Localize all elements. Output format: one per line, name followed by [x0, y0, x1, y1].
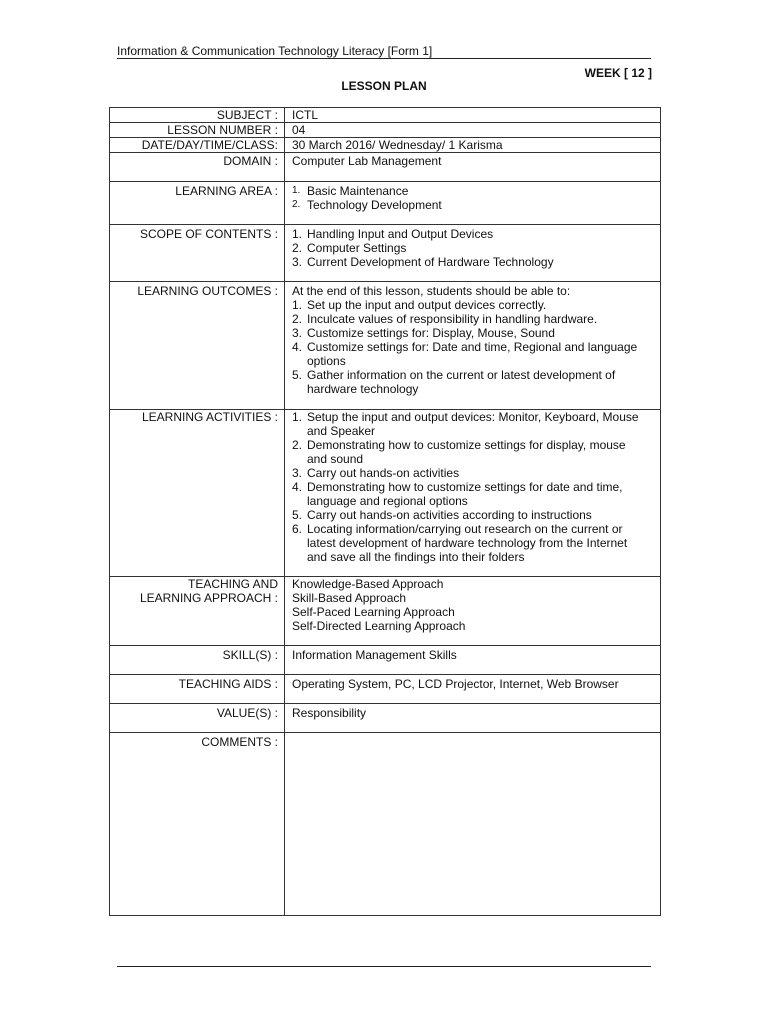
week-label: WEEK [ 12 ]	[584, 66, 652, 80]
item-number: 2.	[292, 438, 303, 452]
learning-area-value	[285, 182, 661, 225]
row-scope	[110, 225, 661, 282]
values-value: Responsibility	[285, 704, 661, 733]
scope-value	[285, 225, 661, 282]
learning-area-label: LEARNING AREA :	[110, 182, 285, 225]
item-text: Technology Development	[307, 198, 442, 212]
item-number: 5.	[292, 508, 303, 522]
activities-label: LEARNING ACTIVITIES :	[110, 410, 285, 577]
row-lesson-number	[110, 123, 661, 138]
item-text: Gather information on the current or latest development of hardware technology	[307, 368, 616, 396]
list-item	[292, 241, 660, 255]
item-text: Customize settings for: Display, Mouse, Sound	[307, 326, 555, 340]
list-item	[292, 508, 660, 522]
approach-item: Knowledge-Based Approach	[292, 577, 444, 591]
item-number: 3.	[292, 326, 303, 340]
list-item	[292, 480, 660, 508]
footer-rule	[117, 966, 651, 967]
item-number: 1.	[292, 185, 301, 196]
item-number: 1.	[292, 410, 303, 424]
approach-value	[285, 577, 661, 646]
lesson-plan-table	[109, 107, 661, 916]
comments-value	[285, 733, 661, 916]
date-value: 30 March 2016/ Wednesday/ 1 Karisma	[285, 138, 661, 153]
approach-item: Self-Directed Learning Approach	[292, 619, 466, 633]
list-item	[292, 326, 660, 340]
item-text: Inculcate values of responsibility in handling hardware.	[307, 312, 598, 326]
item-number: 4.	[292, 480, 303, 494]
list-item	[292, 198, 660, 212]
item-number: 1.	[292, 227, 303, 241]
comments-label: COMMENTS :	[110, 733, 285, 916]
item-text: Locating information/carrying out research on the current or latest development of hardware technology from the Internet and save all the findings into their folders	[307, 522, 628, 564]
row-skills	[110, 646, 661, 675]
row-approach	[110, 577, 661, 646]
row-teaching-aids	[110, 675, 661, 704]
row-subject	[110, 108, 661, 123]
row-comments	[110, 733, 661, 916]
header-rule	[117, 58, 651, 59]
item-text: Customize settings for: Date and time, Regional and language options	[307, 340, 638, 368]
item-text: Set up the input and output devices correctly.	[307, 298, 547, 312]
approach-item: Self-Paced Learning Approach	[292, 605, 455, 619]
lesson-number-value: 04	[285, 123, 661, 138]
row-learning-outcomes	[110, 282, 661, 410]
row-learning-area	[110, 182, 661, 225]
item-text: Setup the input and output devices: Monitor, Keyboard, Mouse and Speaker	[307, 410, 639, 438]
list-item	[292, 466, 660, 480]
teaching-aids-value: Operating System, PC, LCD Projector, Internet, Web Browser	[285, 675, 661, 704]
page-title: LESSON PLAN	[341, 79, 427, 93]
item-number: 3.	[292, 255, 303, 269]
scope-label: SCOPE OF CONTENTS :	[110, 225, 285, 282]
item-text: Demonstrating how to customize settings for display, mouse and sound	[307, 438, 626, 466]
list-item	[292, 438, 660, 466]
item-number: 3.	[292, 466, 303, 480]
running-header: Information & Communication Technology Literacy [Form 1]	[117, 44, 433, 58]
list-item	[292, 410, 660, 438]
item-number: 2.	[292, 312, 303, 326]
item-number: 2.	[292, 199, 301, 210]
list-item	[292, 368, 660, 396]
skills-label: SKILL(S) :	[110, 646, 285, 675]
lesson-number-label: LESSON NUMBER :	[110, 123, 285, 138]
approach-item: Skill-Based Approach	[292, 591, 407, 605]
item-number: 6.	[292, 522, 303, 536]
item-number: 5.	[292, 368, 303, 382]
row-date	[110, 138, 661, 153]
activities-value	[285, 410, 661, 577]
list-item	[292, 312, 660, 326]
outcomes-value	[285, 282, 661, 410]
approach-label	[110, 577, 285, 646]
item-number: 4.	[292, 340, 303, 354]
item-text: Handling Input and Output Devices	[307, 227, 494, 241]
subject-label: SUBJECT :	[110, 108, 285, 123]
outcomes-intro: At the end of this lesson, students should be able to:	[292, 284, 571, 298]
item-text: Computer Settings	[307, 241, 407, 255]
row-values	[110, 704, 661, 733]
list-item	[292, 184, 660, 198]
approach-label-line1: TEACHING AND	[187, 577, 278, 591]
item-text: Carry out hands-on activities	[307, 466, 460, 480]
values-label: VALUE(S) :	[110, 704, 285, 733]
item-text: Demonstrating how to customize settings for date and time, language and regional options	[307, 480, 623, 508]
date-label: DATE/DAY/TIME/CLASS:	[110, 138, 285, 153]
item-text: Carry out hands-on activities according to instructions	[307, 508, 592, 522]
list-item	[292, 298, 660, 312]
domain-label: DOMAIN :	[110, 153, 285, 182]
skills-value: Information Management Skills	[285, 646, 661, 675]
item-text: Current Development of Hardware Technology	[307, 255, 554, 269]
list-item	[292, 522, 660, 564]
outcomes-label: LEARNING OUTCOMES :	[110, 282, 285, 410]
item-number: 1.	[292, 298, 303, 312]
row-learning-activities	[110, 410, 661, 577]
list-item	[292, 255, 660, 269]
row-domain	[110, 153, 661, 182]
subject-value: ICTL	[285, 108, 661, 123]
domain-value: Computer Lab Management	[285, 153, 661, 182]
item-text: Basic Maintenance	[307, 184, 409, 198]
approach-label-line2: LEARNING APPROACH :	[139, 591, 278, 605]
teaching-aids-label: TEACHING AIDS :	[110, 675, 285, 704]
list-item	[292, 340, 660, 368]
item-number: 2.	[292, 241, 303, 255]
list-item	[292, 227, 660, 241]
